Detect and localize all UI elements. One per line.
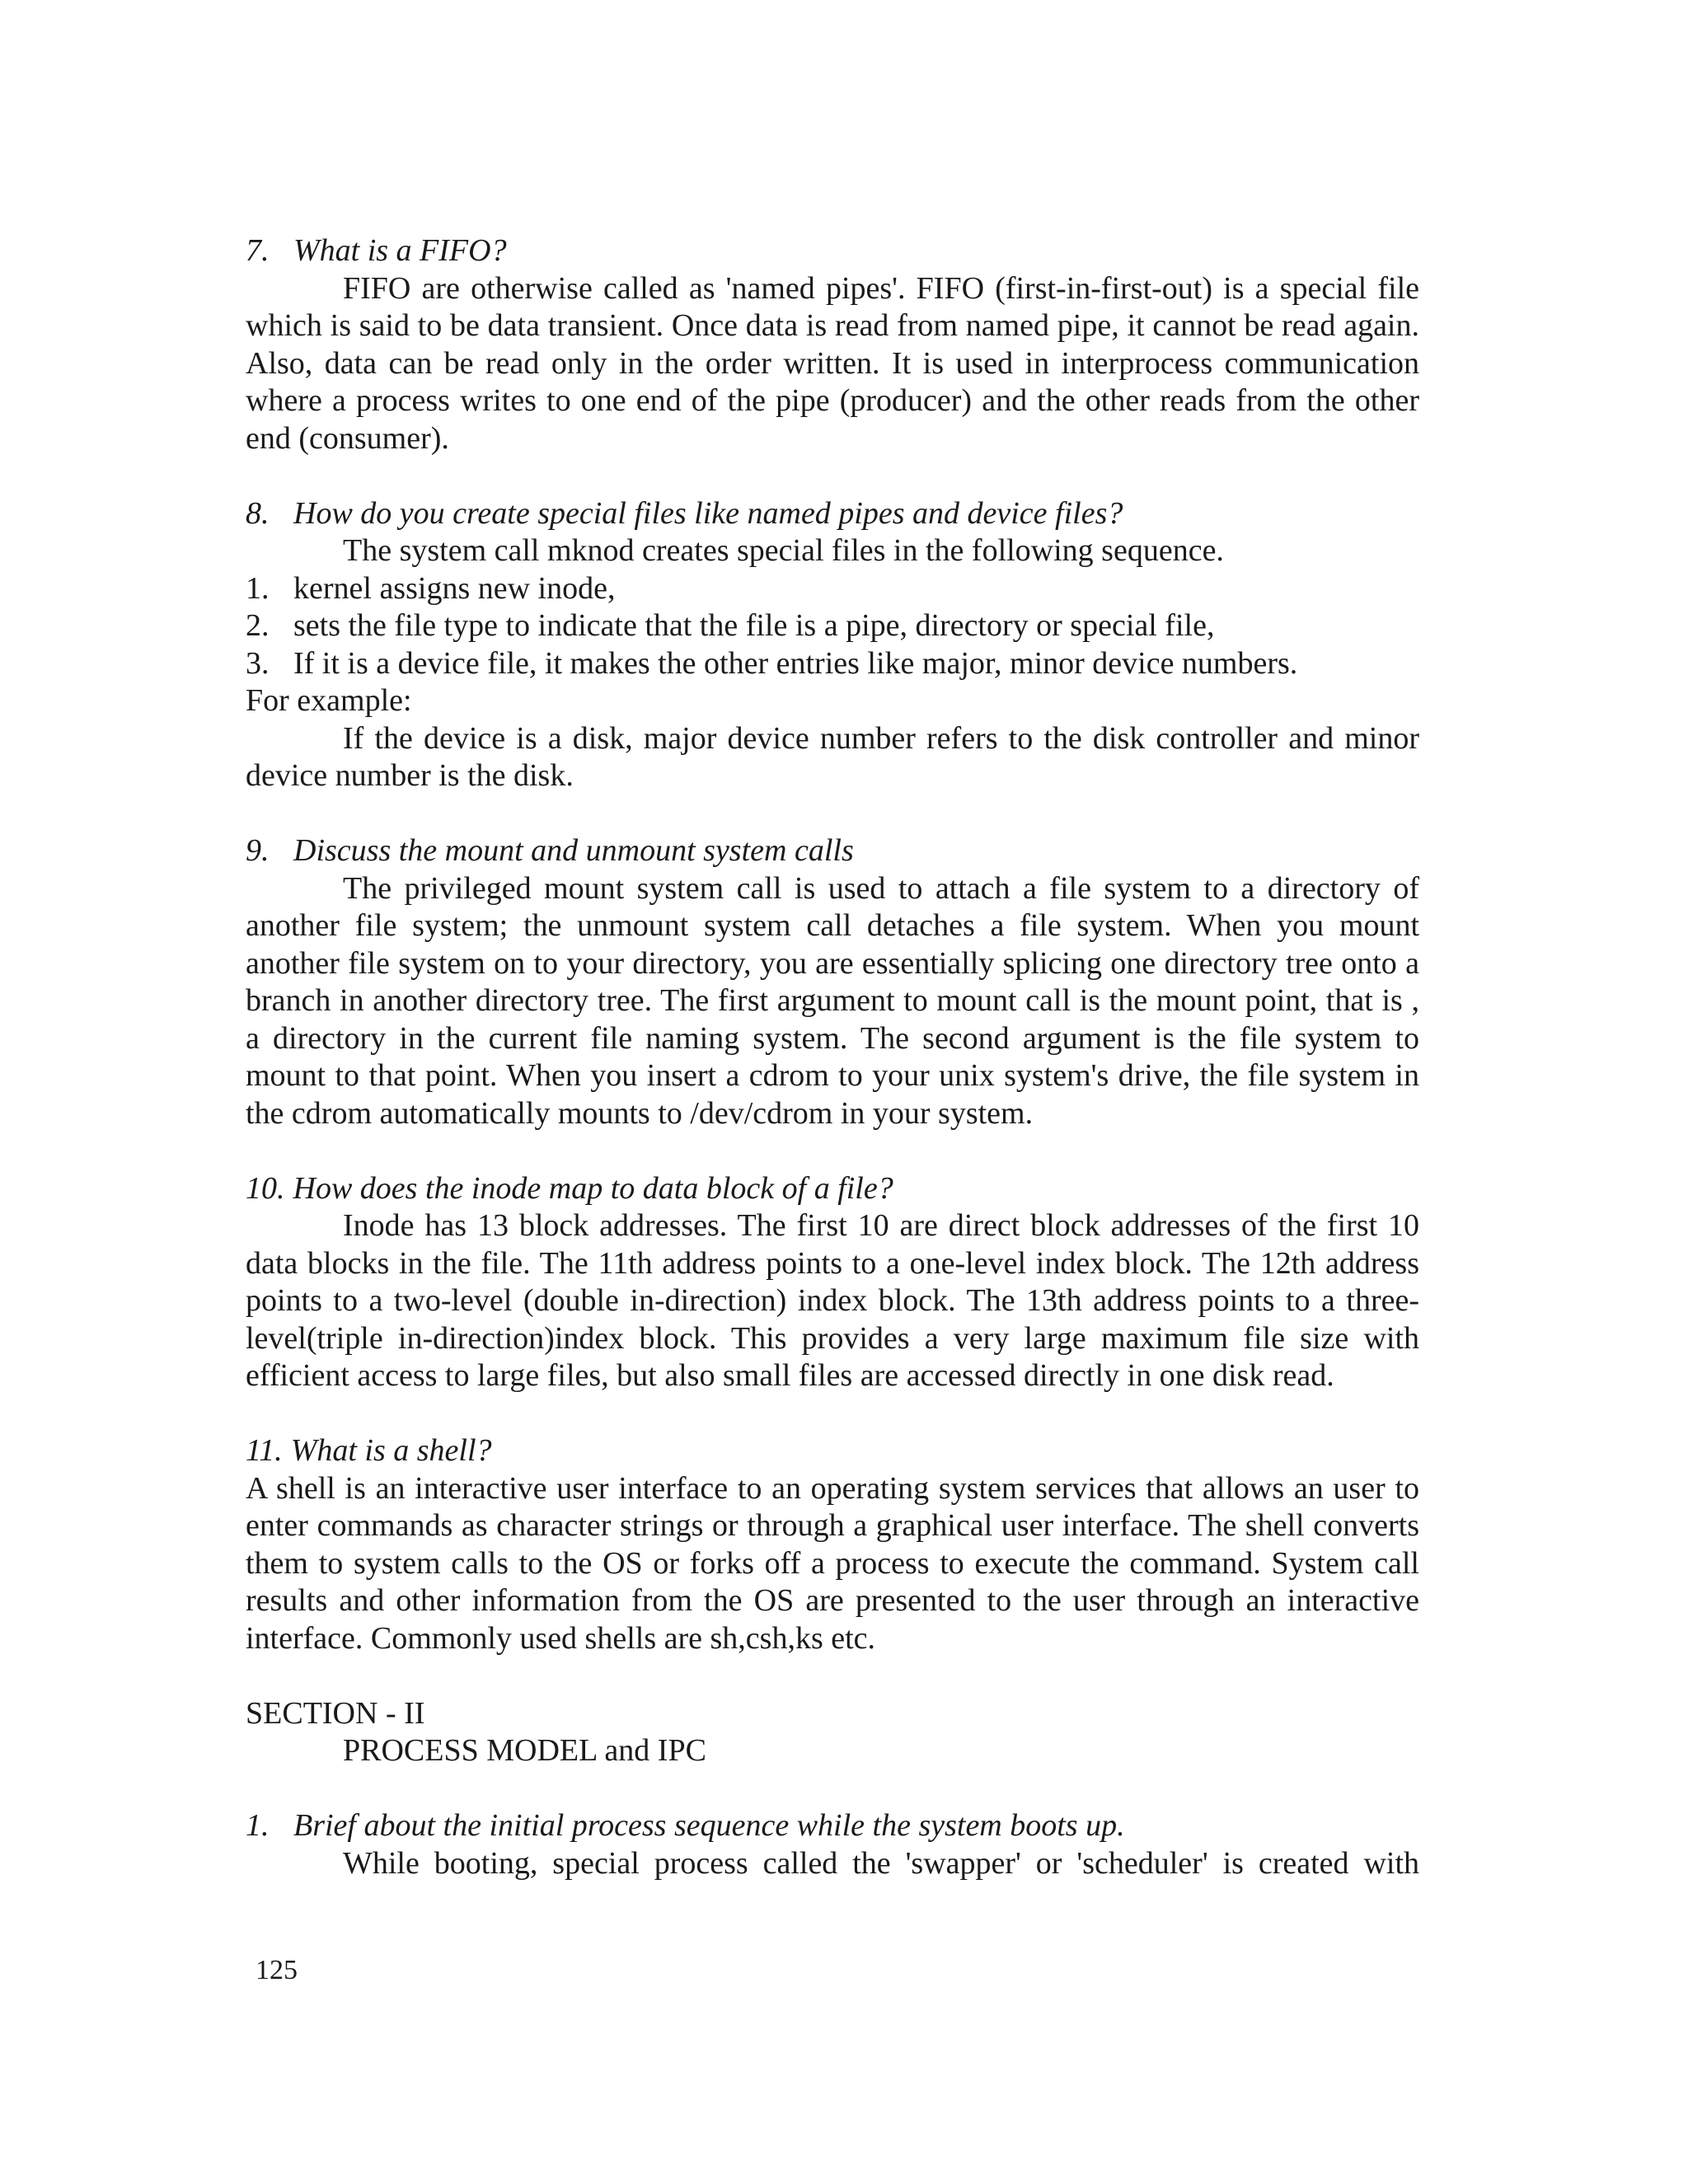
list-item-number: 1. [246,570,270,606]
question-title: Discuss the mount and unmount system calls [293,833,854,868]
list-item [246,607,1419,645]
list-item-text: If it is a device file, it makes the other entries like major, minor device numbers. [293,645,1298,681]
list-item-text: kernel assigns new inode, [293,570,616,606]
list-item-number: 2. [246,608,270,643]
document-page [246,232,1419,1882]
list-item [246,645,1419,683]
question-title: How does the inode map to data block of a file? [293,1170,893,1206]
question-number: 8. [246,495,270,531]
example-label: For example: [246,683,412,718]
question-7-answer: FIFO are otherwise called as 'named pipes'. FIFO (first-in-first-out) is a special file which is said to be data transient. Once data is read from named pipe, it cannot be read again. Also, data can be read only in the order written. It is used in interprocess communication where a process writes to one end of the pipe (producer) and the other reads from the other end (consumer). [246,270,1419,456]
question-9-answer: The privileged mount system call is used to attach a file system to a directory of another file system; the unmount system call detaches a file system. When you mount another file system on to your directory, you are essentially splicing one directory tree onto a branch in another directory tree. The first argument to mount call is the mount point, that is , a directory in the current file naming system. The second argument is the file system to mount to that point. When you insert a cdrom to your unix system's drive, the file system in the cdrom automatically mounts to /dev/cdrom in your system. [246,870,1419,1131]
question-8-intro: The system call mknod creates special files in the following sequence. [343,533,1224,568]
question-title: Brief about the initial process sequence while the system boots up. [293,1808,1125,1843]
section-2-question-1-heading [246,1807,1419,1845]
question-number: 11. [246,1433,283,1468]
question-number: 7. [246,233,270,268]
example-body: If the device is a disk, major device number refers to the disk controller and minor device number is the disk. [246,720,1419,793]
question-11-answer: A shell is an interactive user interface to an operating system services that allows an user to enter commands as character strings or through a graphical user interface. The shell converts them to system calls to the OS or forks off a process to execute the command. System call results and other information from the OS are presented to the user through an interactive interface. Commonly used shells are sh,csh,ks etc. [246,1470,1419,1656]
list-item-text: sets the file type to indicate that the file is a pipe, directory or special file, [293,608,1215,643]
question-9-heading [246,832,1419,870]
question-title: What is a FIFO? [293,233,507,268]
question-11-heading [246,1432,1419,1470]
question-number: 10. [246,1170,285,1206]
question-10-answer: Inode has 13 block addresses. The first 10 are direct block addresses of the first 10 data blocks in the file. The 11th address points to a one-level index block. The 12th address points to a two-level (double in-direction) index block. The 13th address points to a three-level(triple in-direction)index block. This provides a very large maximum file size with efficient access to large files, but also small files are accessed directly in one disk read. [246,1208,1419,1393]
question-7-heading [246,232,1419,270]
section-subheading: PROCESS MODEL and IPC [343,1733,706,1768]
section-heading: SECTION - II [246,1695,425,1731]
section-2-question-1-answer: While booting, special process called the 'swapper' or 'scheduler' is created with [343,1845,1419,1881]
question-title: What is a shell? [290,1433,492,1468]
question-number: 9. [246,833,270,868]
question-8-heading [246,495,1419,533]
question-10-heading [246,1170,1419,1208]
page-number: 125 [256,1955,298,1985]
question-title: How do you create special files like named pipes and device files? [293,495,1123,531]
list-item-number: 3. [246,645,270,681]
question-number: 1. [246,1808,270,1843]
list-item [246,570,1419,608]
